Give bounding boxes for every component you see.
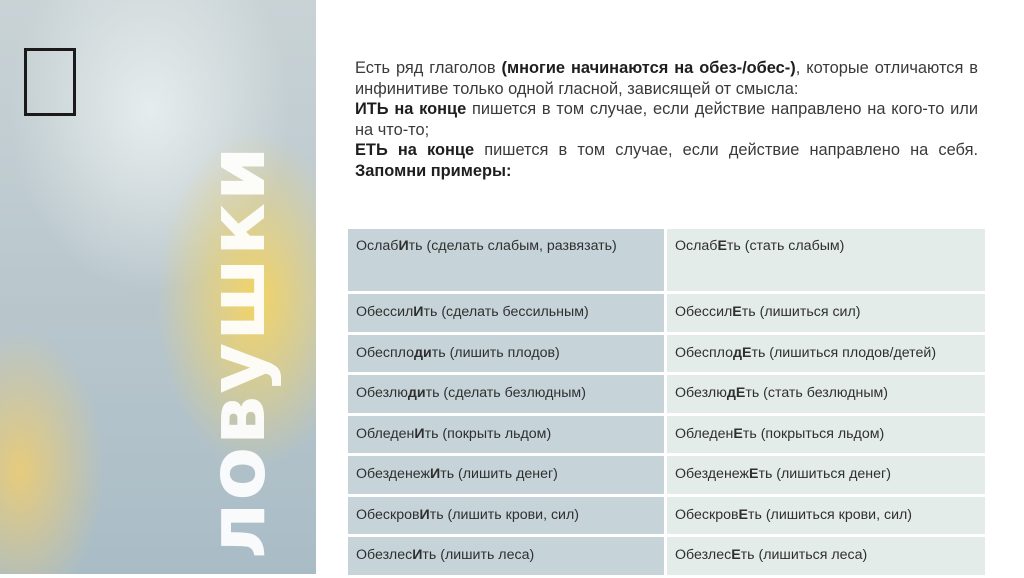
word-meaning: ть (лишиться крови, сил): [747, 506, 913, 523]
word-stem: Обескров: [356, 506, 420, 523]
word-stem: Обезденеж: [675, 466, 749, 483]
word-stem: Обезлес: [675, 547, 732, 564]
word-stem: Обледен: [675, 425, 734, 442]
side-panel: [0, 0, 316, 574]
intransitive-cell: [667, 497, 985, 535]
table-row: [348, 416, 985, 454]
word-meaning: ть (сделать безлюдным): [425, 385, 586, 402]
intransitive-cell: [667, 456, 985, 494]
word-vowel: Е: [731, 547, 741, 564]
word-meaning: ть (лишить крови, сил): [429, 506, 579, 523]
intro-text: [355, 58, 978, 181]
intransitive-cell: [667, 335, 985, 373]
word-stem: Обезденеж: [356, 466, 430, 483]
rule1-label: ИТЬ на конце: [355, 100, 467, 118]
table-row: [348, 294, 985, 332]
intro-line1-rest: , которые отличаются в инфинитиве только одной гласной, зависящей от смысла:: [355, 59, 979, 98]
intransitive-cell: [667, 294, 985, 332]
transitive-cell: [348, 335, 664, 373]
table-row: [348, 229, 985, 291]
intransitive-cell: [667, 416, 985, 454]
word-stem: Обезлес: [356, 547, 413, 564]
vertical-title: ловушки: [193, 144, 283, 560]
word-stem: Обессил: [675, 304, 733, 321]
word-meaning: ть (лишиться денег): [758, 466, 891, 483]
word-meaning: ть (стать безлюдным): [745, 385, 889, 402]
word-meaning: ть (лишить леса): [422, 547, 535, 564]
word-meaning: ть (покрыть льдом): [424, 425, 552, 442]
word-vowel: Е: [733, 425, 743, 442]
intransitive-cell: [667, 537, 985, 575]
word-meaning: ть (лишиться леса): [740, 547, 868, 564]
word-vowel: И: [412, 547, 423, 564]
word-meaning: ть (лишиться плодов/детей): [751, 344, 937, 361]
examples-table: [345, 226, 988, 578]
transitive-cell: [348, 537, 664, 575]
transitive-cell: [348, 294, 664, 332]
word-vowel: И: [413, 304, 424, 321]
intransitive-cell: [667, 229, 985, 291]
word-vowel: Е: [732, 304, 742, 321]
rule2-label: ЕТЬ на конце: [355, 141, 475, 159]
word-meaning: ть (лишить денег): [440, 466, 558, 483]
word-vowel: И: [430, 466, 441, 483]
table-row: [348, 537, 985, 575]
word-vowel: ди: [414, 344, 432, 361]
word-stem: Ослаб: [356, 238, 399, 254]
table-row: [348, 335, 985, 373]
rule2-text: пишется в том случае, если действие направлено на себя.: [474, 141, 978, 159]
transitive-cell: [348, 229, 664, 291]
word-vowel: И: [414, 425, 425, 442]
word-stem: Обеспло: [356, 344, 414, 361]
word-vowel: ди: [407, 385, 426, 402]
transitive-cell: [348, 456, 664, 494]
word-meaning: ть (лишить плодов): [431, 344, 560, 361]
table-row: [348, 375, 985, 413]
transitive-cell: [348, 416, 664, 454]
word-vowel: дЕ: [733, 344, 752, 361]
word-stem: Ослаб: [675, 238, 718, 254]
word-stem: Обезлю: [675, 385, 727, 402]
intro-line1: Есть ряд глаголов: [355, 59, 502, 77]
table-row: [348, 456, 985, 494]
word-meaning: ть (сделать слабым, развязать): [408, 238, 617, 254]
word-meaning: ть (стать слабым): [726, 238, 845, 254]
word-vowel: Е: [749, 466, 759, 483]
word-stem: Обеспло: [675, 344, 733, 361]
remember-label: Запомни примеры:: [355, 161, 512, 180]
word-vowel: дЕ: [726, 385, 746, 402]
word-meaning: ть (сделать бессильным): [423, 304, 589, 321]
transitive-cell: [348, 375, 664, 413]
word-vowel: Е: [738, 506, 748, 523]
word-stem: Обескров: [675, 506, 739, 523]
word-vowel: И: [398, 238, 409, 254]
word-meaning: ть (покрыться льдом): [742, 425, 885, 442]
word-stem: Обезлю: [356, 385, 408, 402]
word-vowel: Е: [717, 238, 727, 254]
word-stem: Обледен: [356, 425, 415, 442]
word-meaning: ть (лишиться сил): [741, 304, 861, 321]
transitive-cell: [348, 497, 664, 535]
rule1-text: пишется в том случае, если действие направлено на кого-то или на что-то;: [355, 100, 978, 139]
frame-outline-icon: [24, 48, 76, 116]
intransitive-cell: [667, 375, 985, 413]
word-vowel: И: [419, 506, 430, 523]
intro-line1-bold: (многие начинаются на обез-/обес-): [501, 59, 796, 77]
table-row: [348, 497, 985, 535]
word-stem: Обессил: [356, 304, 414, 321]
